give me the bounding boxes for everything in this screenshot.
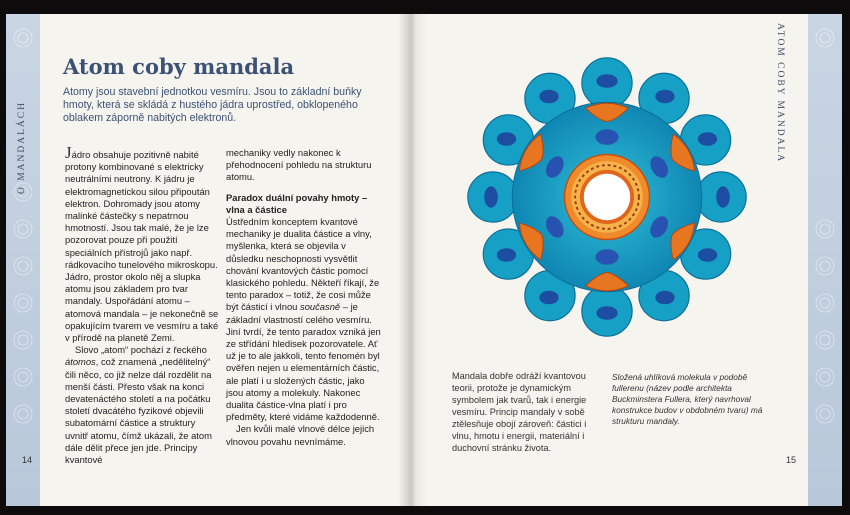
paragraph-text: Slovo „atom“ pochází z řeckého: [75, 344, 207, 356]
right-page: [410, 14, 842, 506]
paragraph-text: Ústředním konceptem kvantové mechaniky je dualita částice a vlny, myšlenka, která se objevila v důsledku neschopnosti vysvětlit chování kvantových částic pomocí klasického pohledu. Někteří říkají, že tento paradox – totiž, že cosi může být částicí i vlnou: [226, 216, 380, 313]
emphasis-text: současně: [300, 301, 341, 313]
drop-cap: J: [65, 143, 72, 162]
paragraph: [65, 344, 220, 466]
page-number-right: 15: [785, 455, 796, 465]
paragraph: [65, 143, 220, 344]
circle-pattern-icon: [6, 14, 40, 506]
circle-pattern-icon: [808, 14, 842, 506]
page-number-left: 14: [22, 455, 33, 465]
fullerene-mandala-image: [462, 52, 752, 342]
emphasis-text: átomos: [65, 356, 96, 368]
caption-side: Složená uhlíková molekula v podobě fullerenu (název podle architekta Buckminstera Fullera, který navrhoval konstrukce budov v obdobném tvaru) má strukturu mandaly.: [612, 372, 763, 426]
paragraph-text: ádro obsahuje pozitivně nabité protony kombinované s elektricky neutrálními neutrony. K jádru je elektromagnetickou silou připoután elektron. Dohromady jsou atomy malinké částečky s nepatrnou hmotností. Jsou tak malé, že je lze pozorovat pouze při použití speciálních přístrojů jako např. rádkovacího tunelového mikroskopu. Jádro, prostor okolo něj a slupka atomu jsou základem pro tvar mandaly. Uspořádání atomu – atomová mandala – je nekonečně se opakujícím tvarem ve vesmíru a také v přírodě na planetě Zemi.: [65, 149, 219, 344]
running-head-right: ATOM COBY MANDALA: [775, 23, 785, 164]
paragraph: [226, 216, 381, 423]
paragraph: mechaniky vedly nakonec k přehodnocení pohledu na strukturu atomu.: [226, 147, 372, 183]
left-page: [6, 14, 410, 506]
page-title: Atom coby mandala: [63, 54, 295, 79]
lead-paragraph: Atomy jsou stavební jednotkou vesmíru. Jsou to základní buňky hmoty, která se skládá z hustého jádra uprostřed, obklopeného oblakem záporně nabitých elektronů.: [63, 86, 362, 124]
book-spread: [6, 14, 842, 506]
text-column-1: [65, 143, 220, 466]
caption-main: Mandala dobře odráží kvantovou teorii, protože je dynamickým symbolem jak tvarů, tak i energie vesmíru. Princip mandaly v sobě ztělesňuje obojí zároveň: částici i vlnu, hmotu i energii, materiální i duchovní stránku života.: [452, 371, 587, 453]
left-decorative-strip: [6, 14, 40, 506]
subheading: Paradox duální povahy hmoty – vlna a částice: [226, 191, 368, 215]
paragraph-text: , což znamená „nedělitelný“ čili něco, co již nelze dál rozdělit na menší části. Přesto však na konci devatenáctého století a na počátku století dvacátého fyzikové objevili subatomární částice a struktury uvnitř atomu, čímž ukázali, že atom dále dělit přece jen jde. Principy kvantové: [65, 356, 212, 466]
running-head-left: O MANDALÁCH: [17, 101, 27, 194]
paragraph: Jen kvůli malé vlnové délce jejich vlnovou povahu nevnímáme.: [226, 423, 375, 447]
text-column-2: [226, 147, 381, 448]
paragraph-text: – je základní vlastností celého vesmíru. Jiní tvrdí, že tento paradox vzniká jen ze střídání hledisek pozorovatele. Ať už je to ale jakkoli, tento fenomén byl ověřen nejen u elementárních částic, ale platí i u složených částic, jako jsou atomy a molekuly. Nakonec dualita částice-vlna platí i pro předměty, které vidáme každodenně.: [226, 301, 381, 423]
